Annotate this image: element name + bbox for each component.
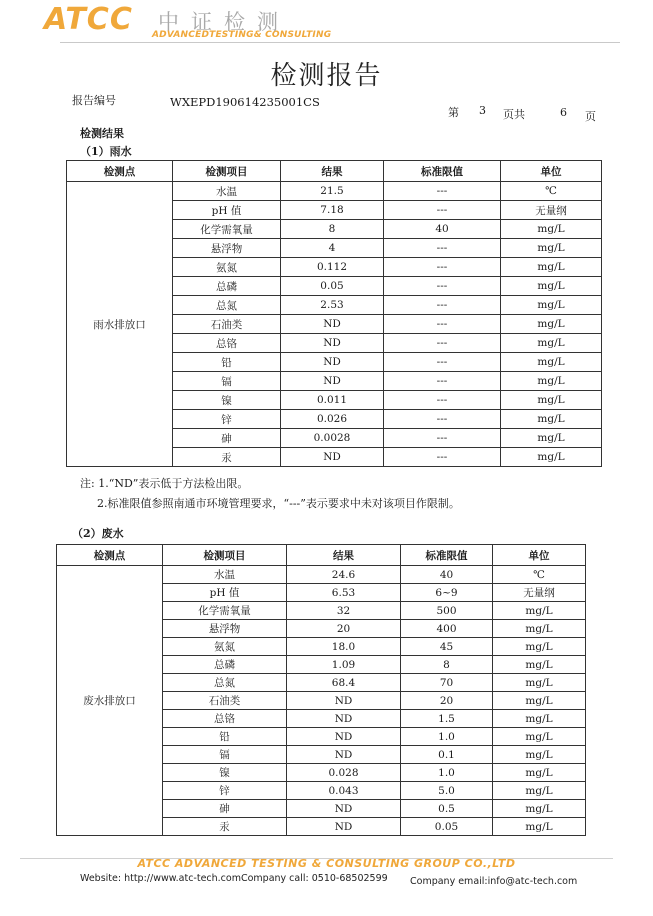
unit-cell: mg/L [501, 220, 602, 239]
limit-cell: 400 [401, 620, 493, 638]
limit-cell: 6~9 [401, 584, 493, 602]
result-cell: ND [287, 710, 401, 728]
limit-cell: --- [384, 391, 501, 410]
column-header-limit: 标准限值 [384, 161, 501, 182]
result-cell: ND [281, 315, 384, 334]
logo-brand: ATCC [44, 2, 133, 37]
header-divider [60, 42, 620, 43]
column-header-limit: 标准限值 [401, 545, 493, 566]
note-line-2: 2.标准限值参照南通市环境管理要求，“---”表示要求中未对该项目作限制。 [97, 497, 460, 510]
item-cell: 总氮 [173, 296, 281, 315]
result-cell: 7.18 [281, 201, 384, 220]
limit-cell: 0.5 [401, 800, 493, 818]
limit-cell: --- [384, 201, 501, 220]
result-cell: 21.5 [281, 182, 384, 201]
limit-cell: 40 [401, 566, 493, 584]
result-cell: ND [287, 818, 401, 836]
limit-cell: --- [384, 315, 501, 334]
page-total: 6 [560, 106, 567, 119]
result-cell: 0.043 [287, 782, 401, 800]
column-header-site: 检测点 [67, 161, 173, 182]
result-cell: 32 [287, 602, 401, 620]
limit-cell: 500 [401, 602, 493, 620]
column-header-result: 结果 [281, 161, 384, 182]
results-heading: 检测结果 [80, 127, 124, 140]
unit-cell: mg/L [501, 410, 602, 429]
item-cell: 氨氮 [173, 258, 281, 277]
unit-cell: mg/L [493, 656, 586, 674]
item-cell: 镍 [173, 391, 281, 410]
result-cell: 20 [287, 620, 401, 638]
item-cell: 砷 [173, 429, 281, 448]
unit-cell: mg/L [493, 746, 586, 764]
unit-cell: mg/L [493, 764, 586, 782]
page-current: 3 [479, 104, 486, 117]
footer-email: Company email:info@atc-tech.com [410, 876, 578, 887]
footer-website-phone: Website: http://www.atc-tech.comCompany call: 0510-68502599 [80, 873, 388, 884]
result-cell: 1.09 [287, 656, 401, 674]
result-cell: 0.026 [281, 410, 384, 429]
limit-cell: --- [384, 296, 501, 315]
limit-cell: --- [384, 448, 501, 467]
limit-cell: --- [384, 353, 501, 372]
item-cell: 汞 [163, 818, 287, 836]
logo-chinese-name: 中证检测 [158, 10, 290, 34]
company-logo [40, 2, 340, 42]
item-cell: 化学需氧量 [163, 602, 287, 620]
limit-cell: 1.0 [401, 764, 493, 782]
item-cell: 悬浮物 [163, 620, 287, 638]
result-cell: ND [281, 448, 384, 467]
limit-cell: --- [384, 258, 501, 277]
column-header-item: 检测项目 [163, 545, 287, 566]
report-number-label: 报告编号 [72, 94, 116, 107]
result-cell: 0.028 [287, 764, 401, 782]
report-title: 检测报告 [270, 61, 383, 91]
item-cell: 总铬 [163, 710, 287, 728]
item-cell: 铅 [173, 353, 281, 372]
unit-cell: mg/L [493, 602, 586, 620]
unit-cell: mg/L [493, 728, 586, 746]
item-cell: 总磷 [173, 277, 281, 296]
page-mid: 页共 [503, 108, 525, 121]
waste-results-table [56, 544, 586, 836]
result-cell: 24.6 [287, 566, 401, 584]
unit-cell: ℃ [501, 182, 602, 201]
limit-cell: 1.5 [401, 710, 493, 728]
result-cell: 2.53 [281, 296, 384, 315]
limit-cell: --- [384, 372, 501, 391]
result-cell: ND [287, 728, 401, 746]
note-line-1: 注: 1.“ND”表示低于方法检出限。 [80, 477, 249, 490]
limit-cell: --- [384, 334, 501, 353]
limit-cell: 0.05 [401, 818, 493, 836]
page-prefix: 第 [448, 106, 459, 119]
result-cell: 68.4 [287, 674, 401, 692]
limit-cell: 40 [384, 220, 501, 239]
unit-cell: mg/L [493, 620, 586, 638]
unit-cell: 无量纲 [501, 201, 602, 220]
result-cell: ND [281, 353, 384, 372]
item-cell: pH 值 [173, 201, 281, 220]
item-cell: 砷 [163, 800, 287, 818]
item-cell: 锌 [173, 410, 281, 429]
item-cell: 悬浮物 [173, 239, 281, 258]
limit-cell: 20 [401, 692, 493, 710]
table-header-row [57, 545, 586, 566]
unit-cell: mg/L [501, 429, 602, 448]
unit-cell: 无量纲 [493, 584, 586, 602]
result-cell: 0.112 [281, 258, 384, 277]
limit-cell: --- [384, 410, 501, 429]
item-cell: 汞 [173, 448, 281, 467]
result-cell: ND [287, 692, 401, 710]
unit-cell: mg/L [493, 782, 586, 800]
unit-cell: mg/L [501, 296, 602, 315]
unit-cell: mg/L [493, 818, 586, 836]
site-cell: 雨水排放口 [67, 182, 173, 467]
result-cell: 6.53 [287, 584, 401, 602]
item-cell: 铅 [163, 728, 287, 746]
limit-cell: 0.1 [401, 746, 493, 764]
limit-cell: --- [384, 182, 501, 201]
result-cell: 18.0 [287, 638, 401, 656]
result-cell: ND [281, 334, 384, 353]
column-header-unit: 单位 [501, 161, 602, 182]
waste-heading: （2）废水 [72, 527, 124, 540]
item-cell: pH 值 [163, 584, 287, 602]
unit-cell: mg/L [501, 277, 602, 296]
logo-english-name: ADVANCEDTESTING& CONSULTING [152, 30, 332, 40]
table-row [67, 182, 602, 201]
unit-cell: mg/L [493, 800, 586, 818]
item-cell: 镉 [173, 372, 281, 391]
unit-cell: mg/L [501, 372, 602, 391]
item-cell: 总磷 [163, 656, 287, 674]
limit-cell: 5.0 [401, 782, 493, 800]
item-cell: 总铬 [173, 334, 281, 353]
item-cell: 锌 [163, 782, 287, 800]
item-cell: 化学需氧量 [173, 220, 281, 239]
result-cell: ND [287, 800, 401, 818]
rain-results-table [66, 160, 602, 467]
footer-company-logo: ATCC ADVANCED TESTING & CONSULTING GROUP CO.,LTD [137, 857, 516, 870]
unit-cell: mg/L [501, 239, 602, 258]
result-cell: 0.05 [281, 277, 384, 296]
item-cell: 石油类 [163, 692, 287, 710]
item-cell: 水温 [163, 566, 287, 584]
unit-cell: mg/L [501, 353, 602, 372]
report-number: WXEPD190614235001CS [170, 95, 320, 109]
result-cell: 4 [281, 239, 384, 258]
unit-cell: mg/L [501, 258, 602, 277]
column-header-site: 检测点 [57, 545, 163, 566]
table-header-row [67, 161, 602, 182]
column-header-item: 检测项目 [173, 161, 281, 182]
item-cell: 水温 [173, 182, 281, 201]
limit-cell: 45 [401, 638, 493, 656]
result-cell: 8 [281, 220, 384, 239]
unit-cell: ℃ [493, 566, 586, 584]
result-cell: ND [281, 372, 384, 391]
item-cell: 镍 [163, 764, 287, 782]
unit-cell: mg/L [493, 692, 586, 710]
unit-cell: mg/L [501, 315, 602, 334]
column-header-unit: 单位 [493, 545, 586, 566]
limit-cell: 70 [401, 674, 493, 692]
limit-cell: --- [384, 277, 501, 296]
limit-cell: --- [384, 429, 501, 448]
unit-cell: mg/L [501, 448, 602, 467]
unit-cell: mg/L [493, 638, 586, 656]
item-cell: 石油类 [173, 315, 281, 334]
unit-cell: mg/L [493, 710, 586, 728]
result-cell: 0.0028 [281, 429, 384, 448]
result-cell: 0.011 [281, 391, 384, 410]
unit-cell: mg/L [501, 391, 602, 410]
table-row [57, 566, 586, 584]
rain-heading: （1）雨水 [80, 145, 132, 158]
unit-cell: mg/L [501, 334, 602, 353]
unit-cell: mg/L [493, 674, 586, 692]
limit-cell: 8 [401, 656, 493, 674]
limit-cell: 1.0 [401, 728, 493, 746]
item-cell: 镉 [163, 746, 287, 764]
result-cell: ND [287, 746, 401, 764]
item-cell: 氨氮 [163, 638, 287, 656]
column-header-result: 结果 [287, 545, 401, 566]
site-cell: 废水排放口 [57, 566, 163, 836]
page-suffix: 页 [585, 110, 596, 123]
item-cell: 总氮 [163, 674, 287, 692]
limit-cell: --- [384, 239, 501, 258]
